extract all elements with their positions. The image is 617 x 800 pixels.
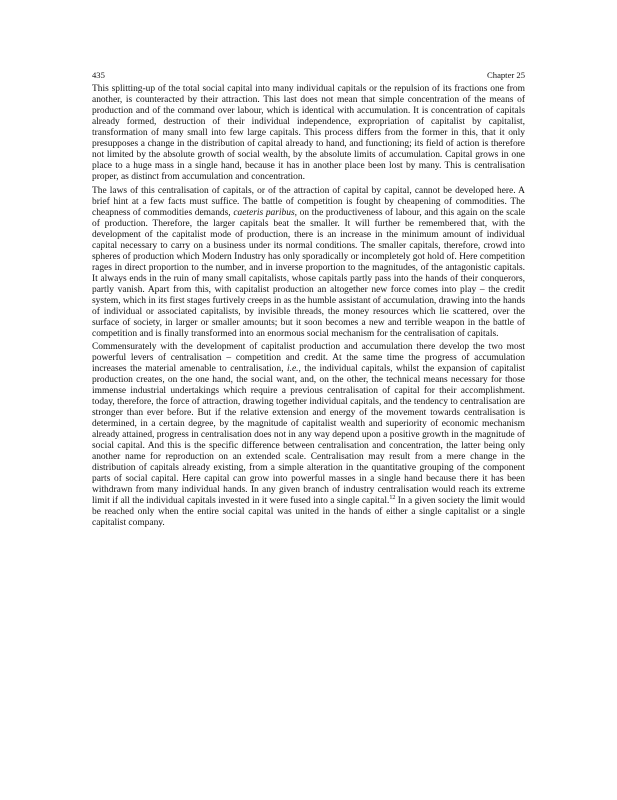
latin-abbreviation: i.e.,: [286, 364, 301, 374]
paragraph-text: on the productiveness of labour, and this again on the scale of production. Therefore, the larger capitals beat the smaller. It will further be remembered that, with the development of the capitalist mode of production, there is an increase in the minimum amount of individual capital necessary to carry on a business under its normal conditions. The smaller capitals, therefore, crowd into spheres of production which Modern Industry has only sporadically or incompletely got hold of. Here competition rages in direct proportion to the number, and in inverse proportion to the magnitudes, of the antagonistic capitals. It always ends in the ruin of many small capitalists, whose capitals partly pass into the hands of their conquerors, partly vanish. Apart from this, with capitalist production an altogether new force comes into play – the credit system, which in its first stages furtively creeps in as the humble assistant of accumulation, drawing into the hands of individual or associated capitalists, by invisible threads, the money resources which lie scattered, over the surface of society, in larger or smaller amounts; but it soon becomes a new and terrible weapon in the battle of competition and is finally transformed into an enormous social mechanism for the centralisation of capitals.: [92, 207, 526, 339]
paragraph-text: the individual capitals, whilst the expansion of capitalist production creates, on the one hand, the social want, and, on the other, the technical means necessary for those immense industrial undertakings which require a previous centralisation of capital for their accomplishment. today, therefore, the force of attraction, drawing together individual capitals, and the tendency to centralisation are stronger than ever before. But if the relative extension and energy of the movement towards centralisation is determined, in a certain degree, by the magnitude of capitalist wealth and superiority of economic mechanism already attained, progress in centralisation does not in any way depend upon a positive growth in the magnitude of social capital. And this is the specific difference between centralisation and concentration, the latter being only another name for reproduction on an extended scale. Centralisation may result from a mere change in the distribution of capitals already existing, from a simple alteration in the quantitative grouping of the component parts of social capital. Here capital can grow into powerful masses in a single hand because there it has been withdrawn from many individual hands. In any given branch of industry centralisation would reach its extreme limit if all the individual capitals invested in it were fused into a single capital.: [92, 364, 525, 506]
paragraph-2: [92, 186, 525, 340]
page-number: 435: [92, 70, 105, 80]
footnote-reference[interactable]: 12: [389, 494, 396, 501]
latin-phrase: caeteris paribus,: [233, 207, 298, 218]
paragraph-text: Commensurately with the development of capitalist production and accumulation there develop the two most powerful levers of centralisation – competition and credit. At the same time the progress of accumulation increases the material amenable to centralisation,: [92, 342, 525, 374]
paragraph-text: In a given society the limit would be reached only when the entire social capital was united in the hands of either a single capitalist or a single capitalist company.: [92, 496, 525, 528]
paragraph-text: The laws of this centralisation of capitals, or of the attraction of capital by capital, cannot be developed here. A brief hint at a few facts must suffice. The battle of competition is fought by cheapening of commodities. The cheapness of commodities demands,: [92, 185, 525, 218]
running-head: [92, 70, 525, 81]
paragraph-3: [92, 342, 525, 529]
paragraph-text: This splitting-up of the total social capital into many individual capitals or the repulsion of its fractions one from another, is counteracted by their attraction. This last does not mean that simple concentration of the means of production and of the command over labour, which is identical with accumulation. It is concentration of capitals already formed, destruction of their individual independence, expropriation of capitalist by capitalist, transformation of many small into few large capitals. This process differs from the former in this, that it only presupposes a change in the distribution of capital already to hand, and functioning; its field of action is therefore not limited by the absolute growth of social wealth, by the absolute limits of accumulation. Capital grows in one place to a huge mass in a single hand, because it has in another place been lost by many. This is centralisation proper, as distinct from accumulation and concentration.: [92, 84, 525, 182]
paragraph-1: [92, 84, 525, 183]
document-page: [92, 70, 525, 532]
chapter-title: Chapter 25: [487, 70, 525, 80]
